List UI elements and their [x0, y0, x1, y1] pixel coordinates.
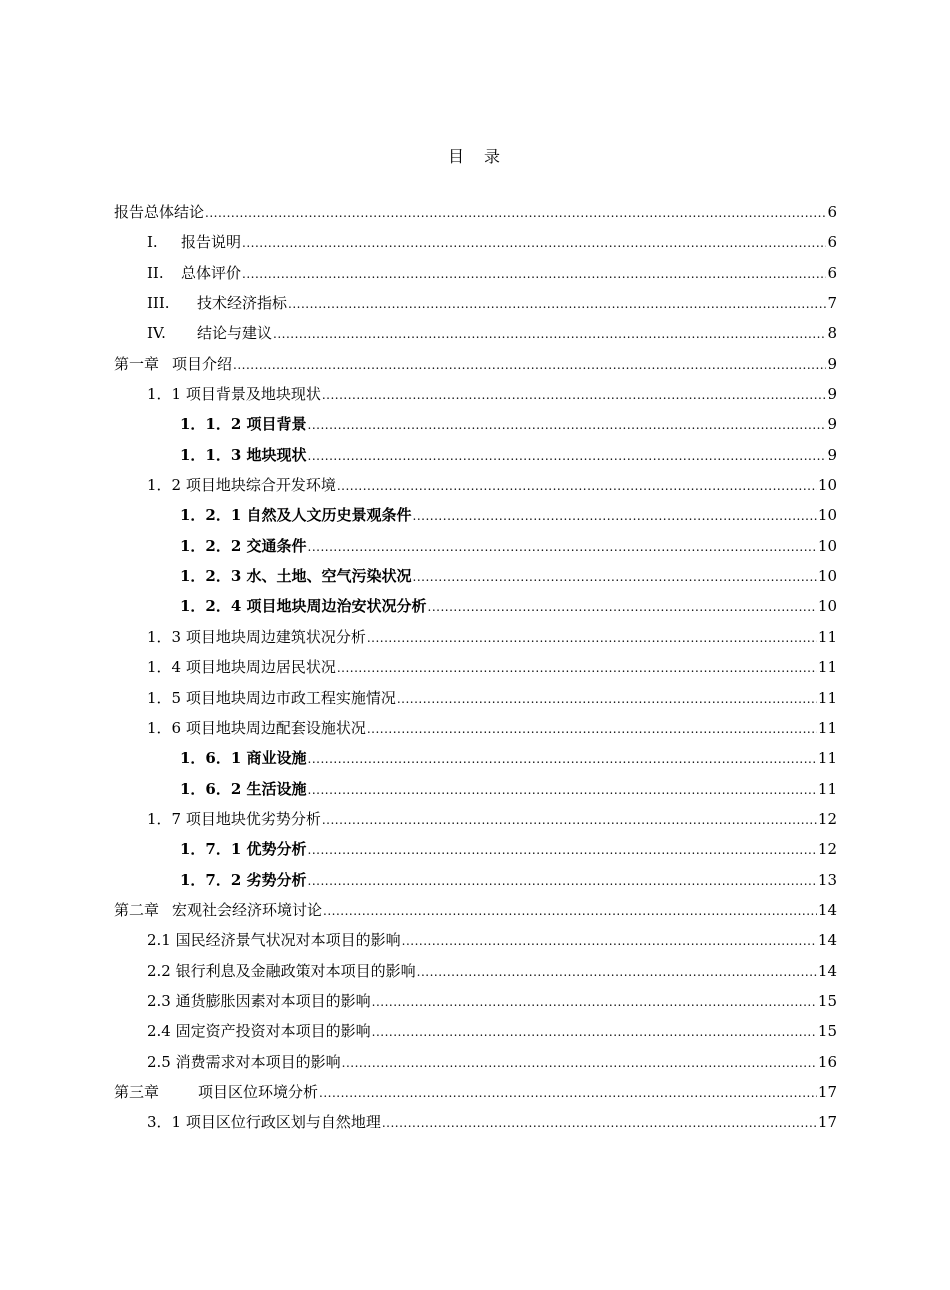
toc-entry-text: 宏观社会经济环境讨论 — [172, 900, 323, 919]
toc-entry[interactable] — [114, 231, 837, 261]
toc-entry[interactable] — [114, 262, 837, 292]
toc-entry-text: 1．3 项目地块周边建筑状况分析 — [147, 627, 366, 646]
toc-leader-dots — [319, 1082, 817, 1104]
toc-leader-dots — [322, 384, 827, 406]
toc-entry-number: 第二章 — [114, 900, 160, 919]
toc-entry-text: 项目介绍 — [172, 354, 233, 373]
toc-entry[interactable] — [114, 656, 837, 686]
toc-page-number: 15 — [817, 991, 837, 1010]
toc-entry[interactable] — [114, 535, 837, 565]
toc-page-number: 11 — [817, 688, 837, 707]
toc-entry-text: 1．4 项目地块周边居民状况 — [147, 658, 336, 677]
toc-leader-dots — [372, 991, 817, 1013]
toc-entry-number: II. — [147, 263, 164, 282]
toc-leader-dots — [337, 657, 817, 679]
toc-entry-text: 1．2 项目地块综合开发环境 — [147, 476, 336, 495]
toc-entry-number: IV. — [147, 324, 166, 343]
toc-leader-dots — [428, 596, 817, 618]
toc-entry-text: 2.2 银行利息及金融政策对本项目的影响 — [147, 961, 416, 980]
toc-page-number: 6 — [827, 203, 837, 221]
toc-page-number: 9 — [827, 385, 837, 404]
toc-entry-number: III. — [147, 294, 170, 313]
toc-entry-text: 2.4 固定资产投资对本项目的影响 — [147, 1022, 371, 1041]
toc-entry-text: 1．2．3 水、土地、空气污染状况 — [180, 567, 412, 586]
toc-leader-dots — [242, 232, 826, 254]
toc-page-number: 17 — [817, 1082, 837, 1101]
toc-entry[interactable] — [114, 1020, 837, 1050]
toc-entry[interactable] — [114, 444, 837, 474]
toc-entry[interactable] — [114, 990, 837, 1020]
toc-entry-text: 项目区位环境分析 — [198, 1082, 319, 1101]
toc-page-number: 11 — [817, 627, 837, 646]
toc-entry[interactable] — [114, 1111, 837, 1141]
toc-entry-text: 1．1．2 项目背景 — [180, 415, 307, 434]
toc-entry[interactable] — [114, 717, 837, 747]
toc-leader-dots — [337, 475, 817, 497]
toc-entry-text: 总体评价 — [181, 263, 242, 282]
toc-entry-text: 1．7．1 优势分析 — [180, 840, 307, 859]
toc-entry-number: I. — [147, 233, 158, 252]
toc-page-number: 9 — [827, 354, 837, 373]
toc-page-number: 7 — [827, 294, 837, 313]
toc-leader-dots — [308, 536, 817, 558]
toc-leader-dots — [308, 870, 817, 892]
toc-page-number: 15 — [817, 1022, 837, 1041]
toc-entry[interactable] — [114, 413, 837, 443]
toc-leader-dots — [323, 900, 817, 922]
toc-leader-dots — [308, 445, 827, 467]
toc-entry-text: 2.3 通货膨胀因素对本项目的影响 — [147, 991, 371, 1010]
toc-leader-dots — [288, 293, 826, 315]
toc-entry[interactable] — [114, 960, 837, 990]
toc-page-number: 9 — [827, 415, 837, 434]
toc-entry[interactable] — [114, 929, 837, 959]
toc-entry[interactable] — [114, 595, 837, 625]
toc-entry-text: 1．2．2 交通条件 — [180, 536, 307, 555]
toc-page-number: 14 — [817, 900, 837, 919]
toc-entry[interactable] — [114, 322, 837, 352]
toc-page-number: 17 — [817, 1113, 837, 1132]
toc-leader-dots — [233, 354, 826, 376]
toc-entry-text: 1．6 项目地块周边配套设施状况 — [147, 718, 366, 737]
toc-entry-text: 报告总体结论 — [114, 203, 205, 221]
toc-entry-text: 1．6．1 商业设施 — [180, 749, 307, 768]
toc-leader-dots — [367, 718, 817, 740]
toc-leader-dots — [273, 323, 826, 345]
toc-entry-text: 2.1 国民经济景气状况对本项目的影响 — [147, 931, 401, 950]
toc-leader-dots — [308, 748, 817, 770]
toc-entry-text: 1．7．2 劣势分析 — [180, 870, 307, 889]
toc-entry-text: 1．5 项目地块周边市政工程实施情况 — [147, 688, 396, 707]
toc-leader-dots — [417, 961, 817, 983]
toc-leader-dots — [367, 627, 817, 649]
toc-entry[interactable] — [114, 201, 837, 231]
toc-page-number: 11 — [817, 718, 837, 737]
toc-entry[interactable] — [114, 1051, 837, 1081]
toc-entry-text: 1．2．4 项目地块周边治安状况分析 — [180, 597, 427, 616]
toc-leader-dots — [342, 1052, 817, 1074]
toc-title-char-1: 目 — [447, 147, 466, 166]
toc-page-number: 10 — [817, 476, 837, 495]
toc-page-number: 11 — [817, 749, 837, 768]
toc-entry-number: 第三章 — [114, 1082, 160, 1101]
toc-leader-dots — [413, 566, 817, 588]
toc-page-number: 6 — [827, 263, 837, 282]
toc-entry[interactable] — [114, 565, 837, 595]
toc-page-number: 16 — [817, 1052, 837, 1071]
toc-leader-dots — [413, 505, 817, 527]
toc-page-number: 10 — [817, 506, 837, 525]
toc-entry[interactable] — [114, 292, 837, 322]
toc-entry[interactable] — [114, 747, 837, 777]
toc-entry-text: 技术经济指标 — [197, 294, 288, 313]
toc-leader-dots — [308, 414, 827, 436]
toc-page-number: 10 — [817, 567, 837, 586]
toc-entry[interactable] — [114, 626, 837, 656]
toc-entry[interactable] — [114, 899, 837, 929]
toc-page-number: 10 — [817, 536, 837, 555]
toc-leader-dots — [308, 839, 817, 861]
toc-entry-text: 1．6．2 生活设施 — [180, 779, 307, 798]
toc-page-number: 14 — [817, 961, 837, 980]
toc-page-number: 11 — [817, 779, 837, 798]
toc-page-number: 11 — [817, 658, 837, 677]
toc-entry[interactable] — [114, 504, 837, 534]
toc-entry-text: 1．2．1 自然及人文历史景观条件 — [180, 506, 412, 525]
toc-entry[interactable] — [114, 808, 837, 838]
toc-page-number: 14 — [817, 931, 837, 950]
toc-entry[interactable] — [114, 1081, 837, 1111]
toc-leader-dots — [205, 202, 826, 224]
toc-entry-text: 1．7 项目地块优劣势分析 — [147, 809, 321, 828]
toc-entry-text: 3．1 项目区位行政区划与自然地理 — [147, 1113, 381, 1132]
toc-entry-text: 1．1 项目背景及地块现状 — [147, 385, 321, 404]
toc-leader-dots — [402, 930, 817, 952]
toc-entry-number: 第一章 — [114, 354, 160, 373]
toc-entry[interactable] — [114, 778, 837, 808]
toc-leader-dots — [372, 1021, 817, 1043]
toc-page-number: 12 — [817, 809, 837, 828]
toc-entry-text: 报告说明 — [181, 233, 242, 252]
toc-entry-text: 2.5 消费需求对本项目的影响 — [147, 1052, 341, 1071]
toc-entry[interactable] — [114, 869, 837, 899]
toc-entry[interactable] — [114, 838, 837, 868]
toc-page-number: 9 — [827, 445, 837, 464]
toc-entry[interactable] — [114, 687, 837, 717]
toc-leader-dots — [382, 1112, 817, 1134]
toc-leader-dots — [397, 688, 817, 710]
toc-title — [0, 146, 950, 168]
toc-entry[interactable] — [114, 474, 837, 504]
toc-page-number: 8 — [827, 324, 837, 343]
toc-page-number: 13 — [817, 870, 837, 889]
toc-entry-text: 结论与建议 — [197, 324, 273, 343]
toc-entry[interactable] — [114, 353, 837, 383]
toc-title-char-2: 录 — [484, 147, 503, 166]
table-of-contents — [114, 201, 837, 1142]
toc-page-number: 10 — [817, 597, 837, 616]
toc-leader-dots — [308, 779, 817, 801]
toc-leader-dots — [322, 809, 817, 831]
toc-entry[interactable] — [114, 383, 837, 413]
toc-page-number: 12 — [817, 840, 837, 859]
toc-leader-dots — [242, 263, 826, 285]
toc-entry-text: 1．1．3 地块现状 — [180, 445, 307, 464]
toc-page-number: 6 — [827, 233, 837, 252]
